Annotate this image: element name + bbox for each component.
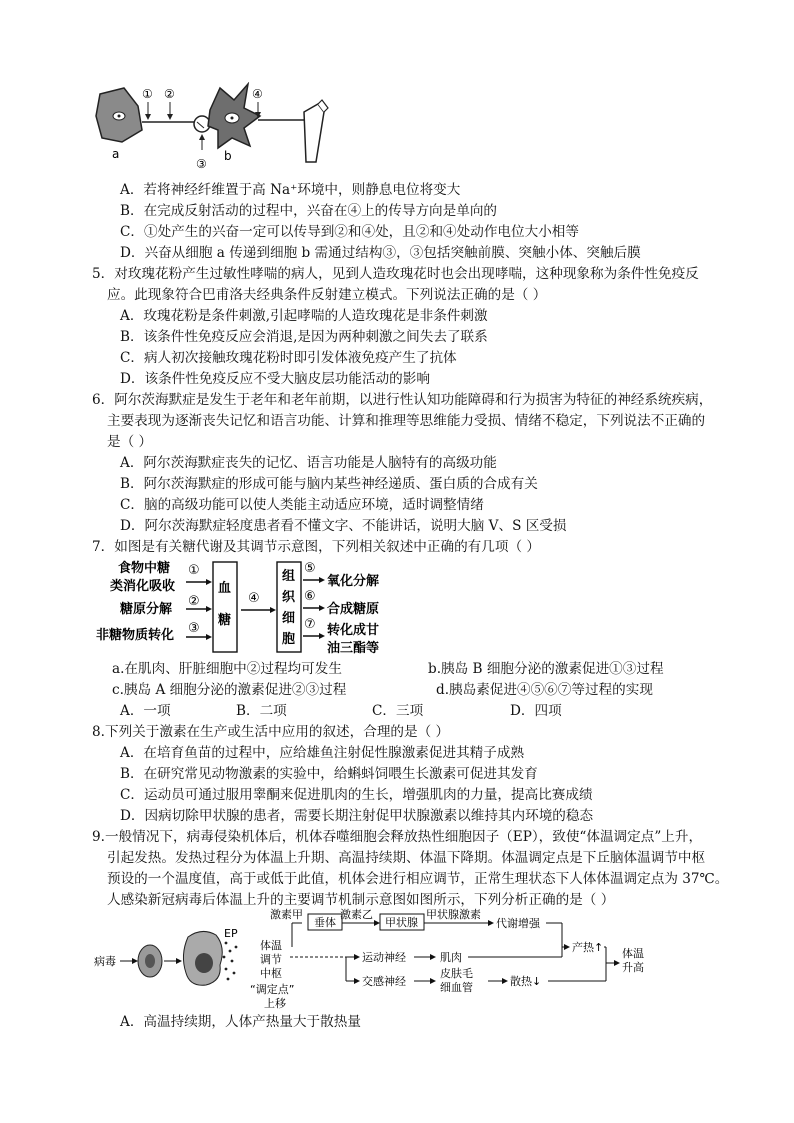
cell-b-label: b xyxy=(224,149,232,163)
q8-option-a: A．在培育鱼苗的过程中，应给雄鱼注射促性腺激素促进其精子成熟 xyxy=(120,745,525,761)
output-6: 合成糖原 xyxy=(327,602,380,617)
q7-statement-c: c.胰岛 A 细胞分泌的激素促进②③过程 xyxy=(112,682,347,698)
q6-option-b: B．阿尔茨海默症的形成可能与脑内某些神经递质、蛋白质的合成有关 xyxy=(120,476,538,492)
source-3: 非糖物质转化 xyxy=(96,628,175,643)
process-5-num: ⑤ xyxy=(304,561,316,576)
q6-option-c: C．脑的高级功能可以使人类能主动适应环境，适时调整情绪 xyxy=(120,497,484,513)
source-1b: 类消化吸收 xyxy=(110,579,176,594)
tissue-char-4: 胞 xyxy=(282,632,296,647)
q5-stem-2: 应。此现象符合巴甫洛夫经典条件反射建立模式。下列说法正确的是（ ） xyxy=(107,287,547,303)
q7-stem: 7．如图是有关糖代谢及其调节示意图，下列相关叙述中正确的有几项（ ） xyxy=(92,539,540,555)
circle-4-label: ④ xyxy=(252,87,263,101)
q7-statement-d: d.胰岛素促进④⑤⑥⑦等过程的实现 xyxy=(436,682,653,698)
tissue-char-3: 细 xyxy=(282,611,296,626)
heat-loss-label: 散热↓ xyxy=(510,975,542,988)
cell-a-label: a xyxy=(112,147,120,161)
source-1a: 食物中糖 xyxy=(118,561,171,576)
q4-option-a: A．若将神经纤维置于高 Na⁺环境中，则静息电位将变大 xyxy=(120,182,461,198)
blood-glucose-box xyxy=(213,562,237,652)
q6-stem-1: 6．阿尔茨海默症是发生于老年和老年前期，以进行性认知功能障碍和行为损害为特征的神经系统疾病， xyxy=(92,392,713,408)
fever-regulation-diagram xyxy=(92,907,692,1011)
q8-option-b: B．在研究常见动物激素的实验中，给蝌蚪饲喂生长激素可促进其发育 xyxy=(120,766,538,782)
process-7-num: ⑦ xyxy=(304,617,316,632)
skin-2: 细血管 xyxy=(440,981,473,994)
blood-char-2: 糖 xyxy=(218,613,232,628)
center-1: 体温 xyxy=(260,939,282,952)
source-2: 糖原分解 xyxy=(120,602,173,617)
hormone-a-label: 激素甲 xyxy=(270,908,303,921)
q5-option-d: D．该条件性免疫反应不受大脑皮层功能活动的影响 xyxy=(120,371,430,387)
q6-option-a: A．阿尔茨海默症丧失的记忆、语言功能是人脑特有的高级功能 xyxy=(120,455,497,471)
q5-option-a: A．玫瑰花粉是条件刺激,引起哮喘的人造玫瑰花是非条件刺激 xyxy=(120,308,488,324)
result-1: 体温 xyxy=(622,947,644,960)
q8-option-d: D．因病切除甲状腺的患者，需要长期注射促甲状腺激素以维持其内环境的稳态 xyxy=(120,808,594,824)
q5-stem-1: 5．对玫瑰花粉产生过敏性哮喘的病人，见到人造玫瑰花时也会出现哮喘，这种现象称为条件性免疫反 xyxy=(92,266,699,282)
output-7a: 转化成甘 xyxy=(327,623,380,638)
q5-option-b: B．该条件性免疫反应会消退,是因为两种刺激之间失去了联系 xyxy=(120,329,488,345)
process-2-num: ② xyxy=(188,594,200,609)
effector xyxy=(304,104,324,162)
q7-option-b: B．二项 xyxy=(236,703,287,719)
q6-stem-3: 是（ ） xyxy=(107,434,153,450)
thyroid-label: 甲状腺 xyxy=(385,916,418,929)
q7-option-d: D．四项 xyxy=(510,703,562,719)
center-3: 中枢 xyxy=(260,967,282,980)
q8-option-c: C．运动员可通过服用睾酮来促进肌肉的生长，增强肌肉的力量，提高比赛成绩 xyxy=(120,787,593,803)
q9-stem-3: 预设的一个温度值，高于或低于此值，机体会进行相应调节，正常生理状态下人体体温调定点为 37℃。 xyxy=(107,871,729,887)
result-2: 升高 xyxy=(622,961,644,974)
process-4-num: ④ xyxy=(248,591,260,606)
q9-stem-2: 引起发热。发热过程分为体温上升期、高温持续期、体温下降期。体温调定点是下丘脑体温调节中枢 xyxy=(107,850,706,866)
neuron-diagram xyxy=(92,82,342,178)
q7-option-a: A．一项 xyxy=(120,703,171,719)
tissue-char-1: 组 xyxy=(282,569,296,584)
skin-1: 皮肤毛 xyxy=(440,967,473,980)
circle-1-label: ① xyxy=(142,87,153,101)
q6-stem-2: 主要表现为逐渐丧失记忆和语言功能、计算和推理等思维能力受损、情绪不稳定，下列说法不正确的 xyxy=(107,413,706,429)
q7-statement-a: a.在肌肉、肝脏细胞中②过程均可发生 xyxy=(112,661,342,677)
q9-option-a: A．高温持续期，人体产热量大于散热量 xyxy=(120,1014,361,1030)
q7-option-c: C．三项 xyxy=(372,703,424,719)
heat-gain-label: 产热↑ xyxy=(572,941,604,954)
setpoint-2: 上移 xyxy=(264,997,286,1010)
glucose-metabolism-diagram xyxy=(96,558,396,658)
process-3-num: ③ xyxy=(188,621,200,636)
setpoint-1: “调定点” xyxy=(250,983,295,996)
q4-option-b: B．在完成反射活动的过程中，兴奋在④上的传导方向是单向的 xyxy=(120,203,498,219)
pituitary-label: 垂体 xyxy=(314,916,336,929)
motor-nerve-label: 运动神经 xyxy=(362,951,406,964)
q6-option-d: D．阿尔茨海默症轻度患者看不懂文字、不能讲话，说明大脑 V、S 区受损 xyxy=(120,518,567,534)
tissue-char-2: 织 xyxy=(282,590,296,605)
muscle-label: 肌肉 xyxy=(440,951,462,964)
process-6-num: ⑥ xyxy=(304,589,316,604)
hormone-b-label: 激素乙 xyxy=(340,908,373,921)
metabolism-label: 代谢增强 xyxy=(496,917,540,930)
q8-stem: 8.下列关于激素在生产或生活中应用的叙述，合理的是（ ） xyxy=(92,724,450,740)
q5-option-c: C．病人初次接触玫瑰花粉时即引发体液免疫产生了抗体 xyxy=(120,350,457,366)
center-2: 调节 xyxy=(260,953,282,966)
q9-stem-4: 人感染新冠病毒后体温上升的主要调节机制示意图如图所示，下列分析正确的是（ ） xyxy=(107,892,615,908)
blood-char-1: 血 xyxy=(218,581,232,596)
virus-label: 病毒 xyxy=(94,955,116,968)
q7-statement-b: b.胰岛 B 细胞分泌的激素促进①③过程 xyxy=(428,661,664,677)
output-7b: 油三酯等 xyxy=(327,641,380,656)
output-5: 氧化分解 xyxy=(327,574,380,589)
q4-option-d: D．兴奋从细胞 a 传递到细胞 b 需通过结构③，③包括突触前膜、突触小体、突触后膜 xyxy=(120,245,641,261)
q4-option-c: C．①处产生的兴奋一定可以传导到②和④处，且②和④处动作电位大小相等 xyxy=(120,224,579,240)
process-1-num: ① xyxy=(188,563,200,578)
circle-2-label: ② xyxy=(164,87,175,101)
sympathetic-label: 交感神经 xyxy=(362,975,406,988)
q9-stem-1: 9.一般情况下，病毒侵染机体后，机体吞噬细胞会释放热性细胞因子（EP），致使“体温调定点”上升， xyxy=(92,829,703,845)
circle-3-label: ③ xyxy=(196,157,207,171)
ep-label: EP xyxy=(224,927,238,940)
thyroid-hormone-label: 甲状腺激素 xyxy=(426,908,481,921)
